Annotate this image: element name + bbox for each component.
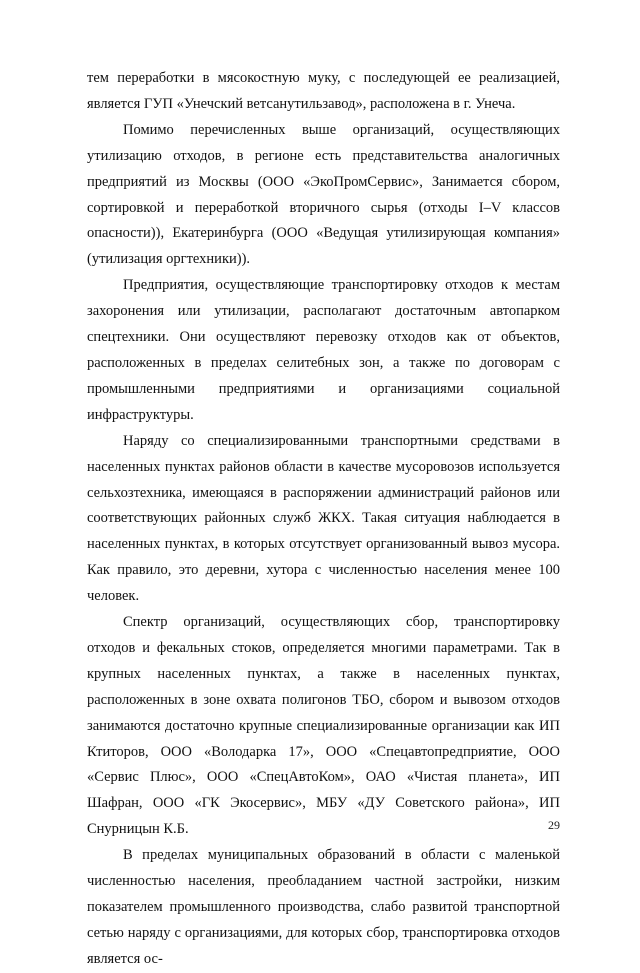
page-body bbox=[87, 66, 560, 973]
paragraph-organizations-spectrum: Спектр организаций, осуществляющих сбор, транспортировку отходов и фекальных стоков, определяется многими параметрами. Так в крупных населенных пунктах, а также в населенных пунктах, расположенных в зоне охвата полигонов ТБО, сбором и вывозом отходов занимаются достаточно крупные специализированные организации как ИП Ктиторов, ООО «Володарка 17», ООО «Спецавтопредприятие, ООО «Сервис Плюс», ООО «СпецАвтоКом», ОАО «Чистая планета», ИП Шафран, ООО «ГК Экосервис», МБУ «ДУ Советского района», ИП Снурницын К.Б. bbox=[87, 614, 560, 838]
paragraph-continuation: тем переработки в мясокостную муку, с последующей ее реализацией, является ГУП «Унечский ветсанутильзавод», расположена в г. Унеча. bbox=[87, 70, 560, 112]
page-number: 29 bbox=[548, 818, 560, 832]
paragraph-regional-representatives: Помимо перечисленных выше организаций, осуществляющих утилизацию отходов, в регионе есть представительства аналогичных предприятий из Москвы (ООО «ЭкоПромСервис», Занимается сбором, сортировкой и переработкой вторичного сырья (отходы I–V классов опасности)), Екатеринбурга (ООО «Ведущая утилизирующая компания» (утилизация оргтехники)). bbox=[87, 121, 560, 268]
paragraph-transport-enterprises: Предприятия, осуществляющие транспортировку отходов к местам захоронения или утилизации, располагают достаточным автопарком спецтехники. Они осуществляют перевозку отходов как от объектов, расположенных в пределах селитебных зон, а также по договорам с промышленными предприятиями и организациями социальной инфраструктуры. bbox=[87, 277, 560, 423]
paragraph-small-municipalities: В пределах муниципальных образований в области с маленькой численностью населения, преобладанием частной застройки, низким показателем промышленного производства, слабо развитой транспортной сетью наряду с организациями, для которых сбор, транспортировка отходов является ос- bbox=[87, 847, 560, 967]
paragraph-agricultural-machinery: Наряду со специализированными транспортными средствами в населенных пунктах районов области в качестве мусоровозов используется сельхозтехника, имеющаяся в распоряжении администраций районов или соответствующих районных служб ЖКХ. Такая ситуация наблюдается в населенных пунктах, в которых отсутствует организованный вывоз мусора. Как правило, это деревни, хутора с численностью населения менее 100 человек. bbox=[87, 432, 560, 605]
